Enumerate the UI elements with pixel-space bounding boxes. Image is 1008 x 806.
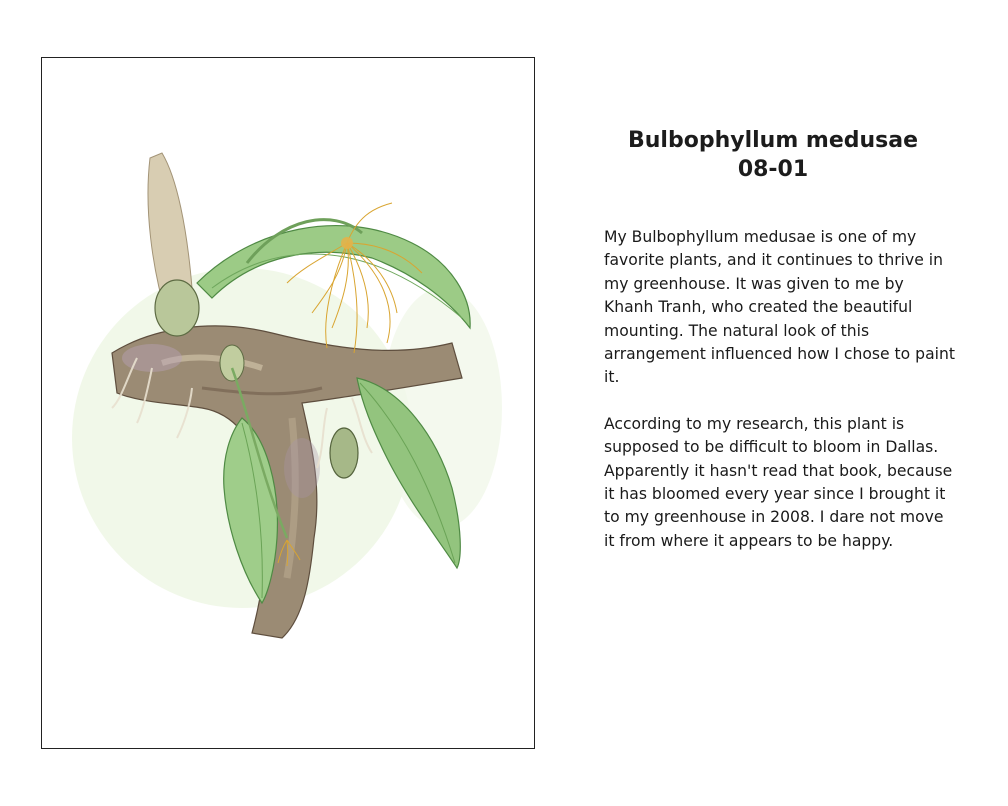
title-block: [600, 126, 946, 184]
paragraph-intro: My Bulbophyllum medusae is one of my favorite plants, and it continues to thrive in my greenhouse. It was given to me by Khanh Tranh, who created the beautiful mounting. The natural look of this arrangement influenced how I chose to paint it.: [604, 228, 955, 387]
plant-name-title: Bulbophyllum medusae: [627, 128, 919, 153]
pseudobulb-2: [330, 428, 358, 478]
painting-frame: [41, 57, 535, 749]
flower-center: [341, 237, 353, 249]
painting-number: 08-01: [737, 157, 809, 182]
bark-purple-tint-2: [284, 438, 320, 498]
pseudobulb-3: [220, 345, 244, 381]
pseudobulb-1: [155, 280, 199, 336]
description-text: [604, 226, 956, 576]
bark-purple-tint: [122, 344, 182, 372]
orchid-watercolor-illustration: [42, 58, 535, 749]
paragraph-blooming: According to my research, this plant is supposed to be difficult to bloom in Dallas. Apparently it hasn't read that book, because it has bloomed every year since I brought it to my greenhouse in 2008. I dare not move it from where it appears to be happy.: [604, 414, 953, 550]
